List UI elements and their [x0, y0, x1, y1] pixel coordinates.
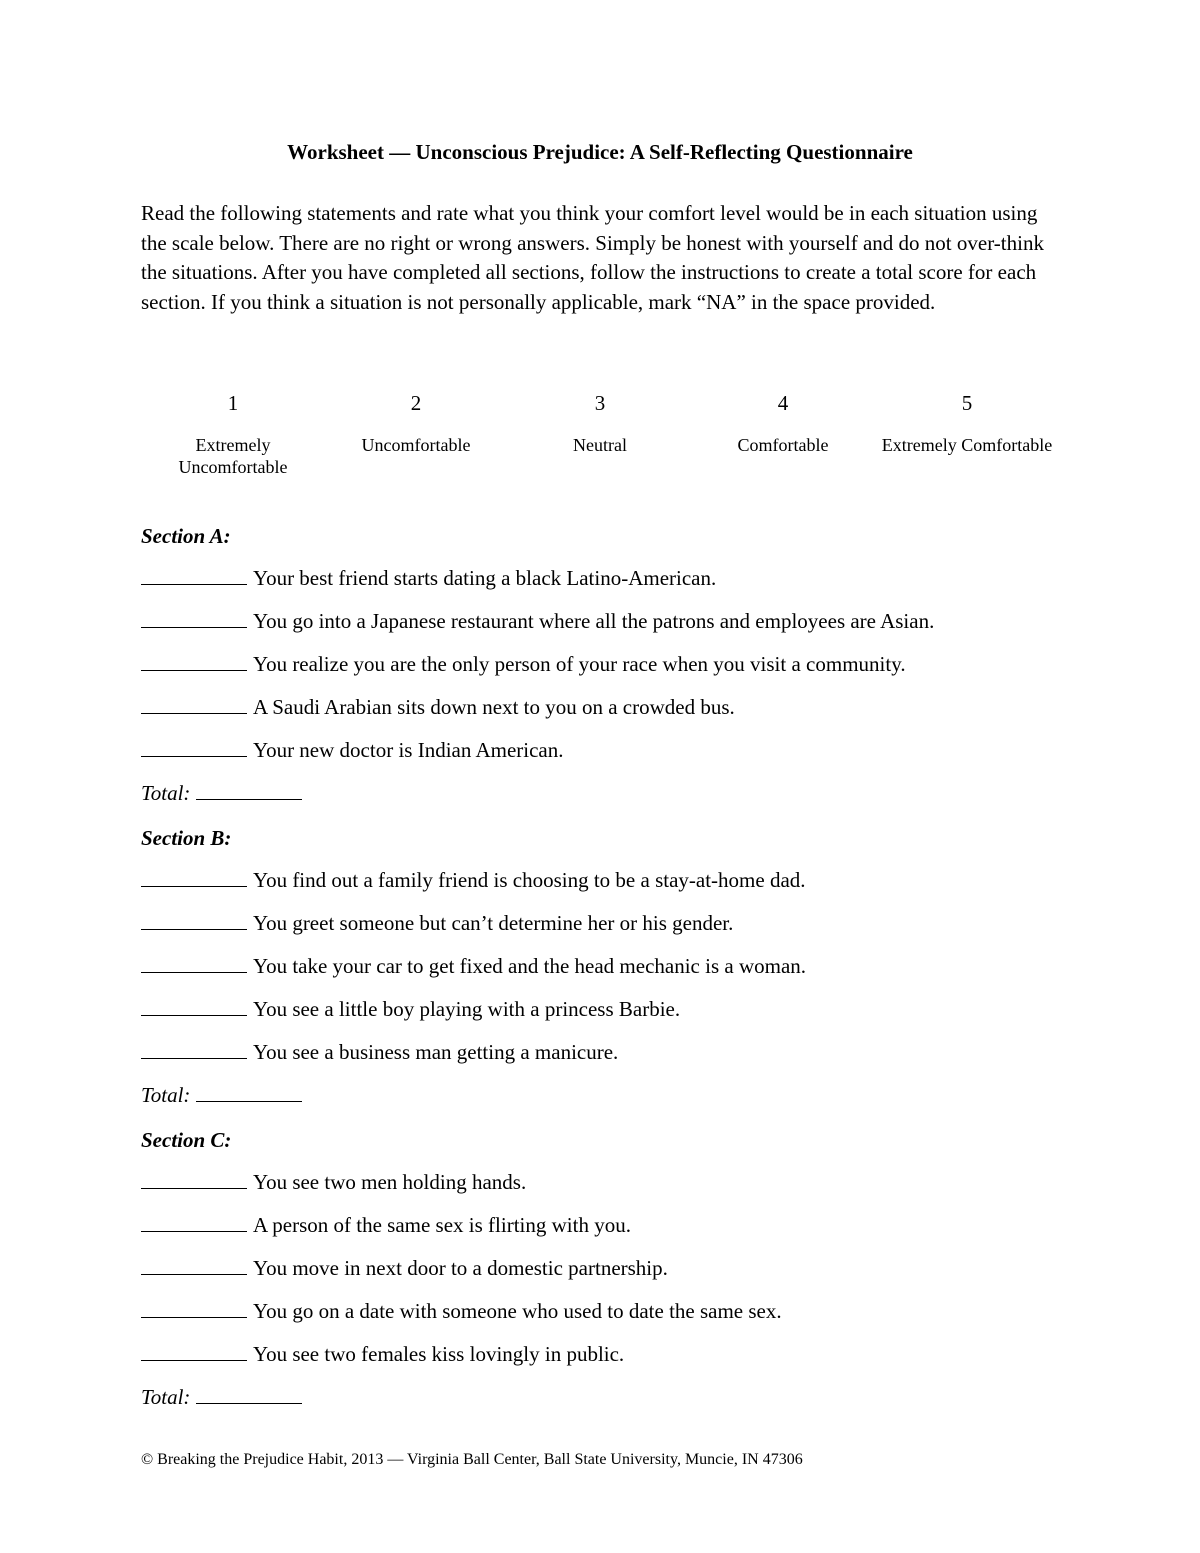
total-label: Total:	[141, 781, 191, 805]
list-item	[141, 1211, 1081, 1254]
total-label: Total:	[141, 1385, 191, 1409]
rating-scale	[141, 388, 1061, 498]
statement-text: You take your car to get fixed and the head mechanic is a woman.	[253, 954, 807, 978]
scale-label: Neutral	[573, 435, 627, 455]
statement-text: You find out a family friend is choosing to be a stay-at-home dad.	[253, 868, 806, 892]
scale-option-1	[141, 388, 325, 478]
rating-blank[interactable]	[141, 867, 247, 887]
statement-text: You see a business man getting a manicure.	[253, 1040, 619, 1064]
rating-blank[interactable]	[141, 1255, 247, 1275]
section-title: Section A:	[141, 524, 231, 548]
page-title: Worksheet — Unconscious Prejudice: A Self-Reflecting Questionnaire	[287, 140, 913, 164]
statement-text: You see two men holding hands.	[253, 1170, 527, 1194]
list-item	[141, 564, 1081, 607]
instructions-paragraph: Read the following statements and rate what you think your comfort level would be in each situation using the scale below. There are no right or wrong answers. Simply be honest with yourself and do not over-think the situations. After you have completed all sections, follow the instructions to create a total score for each section. If you think a situation is not personally applicable, mark “NA” in the space provided.	[141, 201, 1044, 314]
statement-text: A Saudi Arabian sits down next to you on a crowded bus.	[253, 695, 735, 719]
section-c	[141, 1126, 1081, 1426]
list-item	[141, 1340, 1081, 1383]
list-item	[141, 1297, 1081, 1340]
scale-option-2	[324, 388, 508, 456]
rating-blank[interactable]	[141, 1341, 247, 1361]
scale-number: 3	[594, 391, 606, 415]
statement-text: You go on a date with someone who used to date the same sex.	[253, 1299, 782, 1323]
statement-text: You go into a Japanese restaurant where all the patrons and employees are Asian.	[253, 609, 935, 633]
list-item	[141, 952, 1081, 995]
statement-text: A person of the same sex is flirting with you.	[253, 1213, 631, 1237]
rating-blank[interactable]	[141, 910, 247, 930]
list-item	[141, 1038, 1081, 1081]
rating-blank[interactable]	[141, 1039, 247, 1059]
total-blank[interactable]	[196, 780, 302, 800]
list-item	[141, 1168, 1081, 1211]
rating-blank[interactable]	[141, 608, 247, 628]
scale-option-3	[508, 388, 692, 456]
total-blank[interactable]	[196, 1384, 302, 1404]
rating-blank[interactable]	[141, 1298, 247, 1318]
rating-blank[interactable]	[141, 1169, 247, 1189]
rating-blank[interactable]	[141, 694, 247, 714]
list-item	[141, 736, 1081, 779]
statement-text: You see a little boy playing with a princess Barbie.	[253, 997, 681, 1021]
scale-number: 1	[227, 391, 239, 415]
scale-label: Extremely Uncomfortable	[178, 435, 288, 477]
list-item	[141, 1254, 1081, 1297]
rating-blank[interactable]	[141, 1212, 247, 1232]
scale-option-5	[875, 388, 1059, 456]
section-a	[141, 522, 1081, 822]
section-total	[141, 779, 1081, 822]
statement-text: You greet someone but can’t determine her or his gender.	[253, 911, 734, 935]
statement-text: You move in next door to a domestic partnership.	[253, 1256, 668, 1280]
list-item	[141, 866, 1081, 909]
copyright-footer: © Breaking the Prejudice Habit, 2013 — Virginia Ball Center, Ball State University, Muncie, IN 47306	[141, 1451, 803, 1468]
rating-blank[interactable]	[141, 996, 247, 1016]
list-item	[141, 995, 1081, 1038]
section-total	[141, 1383, 1081, 1426]
list-item	[141, 650, 1081, 693]
scale-number: 2	[410, 391, 422, 415]
section-total	[141, 1081, 1081, 1124]
list-item	[141, 909, 1081, 952]
scale-number: 4	[777, 391, 789, 415]
scale-label: Comfortable	[737, 435, 829, 455]
statement-text: Your best friend starts dating a black Latino-American.	[253, 566, 717, 590]
list-item	[141, 693, 1081, 736]
section-b	[141, 824, 1081, 1124]
rating-blank[interactable]	[141, 651, 247, 671]
total-blank[interactable]	[196, 1082, 302, 1102]
section-title: Section C:	[141, 1128, 232, 1152]
total-label: Total:	[141, 1083, 191, 1107]
statement-text: You realize you are the only person of your race when you visit a community.	[253, 652, 906, 676]
statement-text: Your new doctor is Indian American.	[253, 738, 564, 762]
statement-text: You see two females kiss lovingly in public.	[253, 1342, 625, 1366]
rating-blank[interactable]	[141, 953, 247, 973]
rating-blank[interactable]	[141, 737, 247, 757]
scale-option-4	[691, 388, 875, 456]
rating-blank[interactable]	[141, 565, 247, 585]
scale-label: Uncomfortable	[361, 435, 471, 455]
scale-number: 5	[961, 391, 973, 415]
scale-label: Extremely Comfortable	[881, 435, 1053, 455]
list-item	[141, 607, 1081, 650]
section-title: Section B:	[141, 826, 232, 850]
